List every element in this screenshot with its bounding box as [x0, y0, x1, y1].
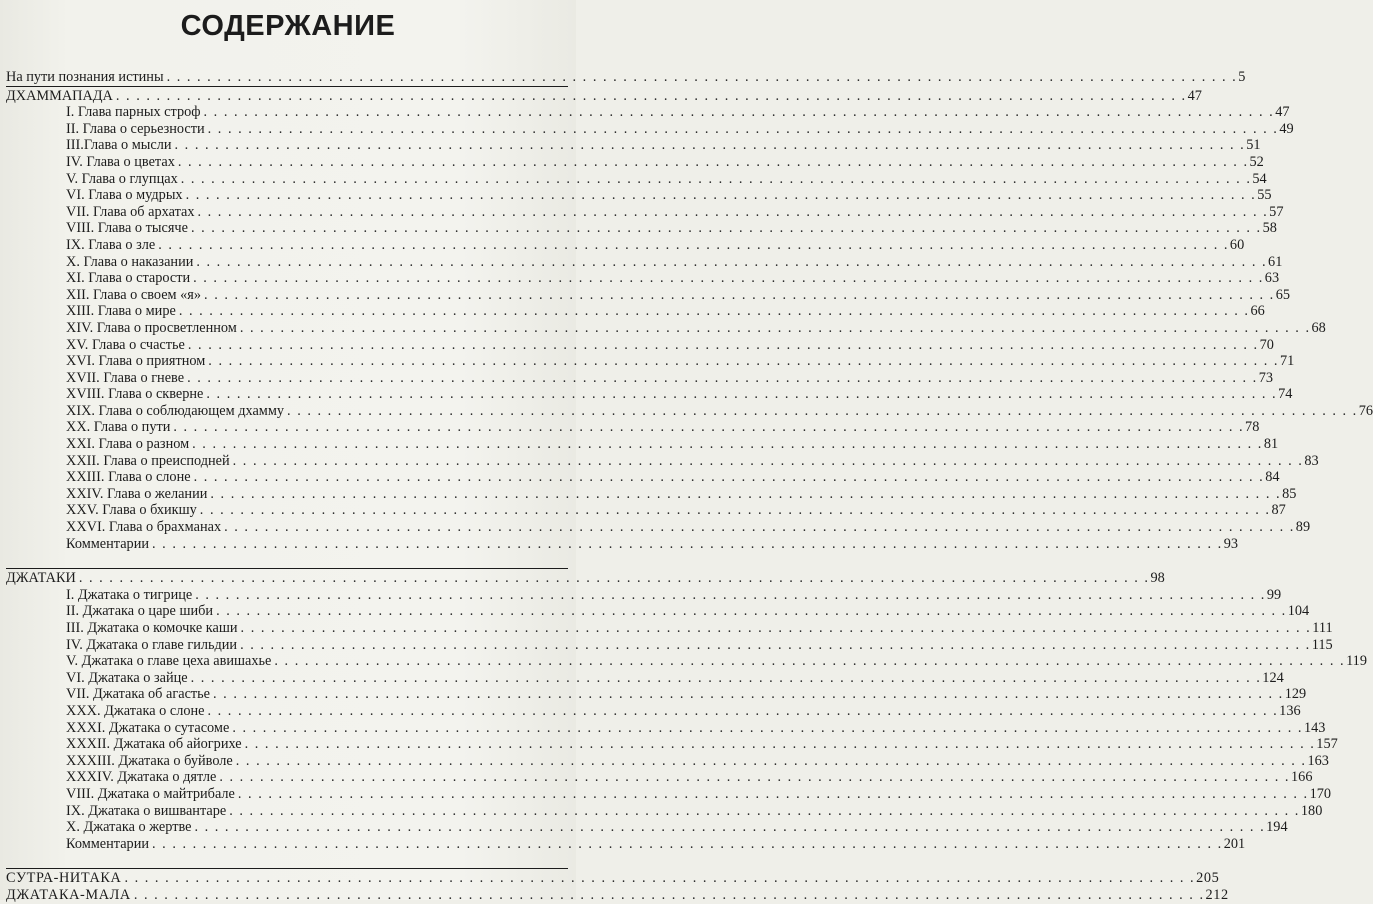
toc-page-number: 205 [1196, 870, 1220, 887]
dot-leader: . . . . . . . . . . . . . . . . . . . . . . . . . . . . . . . . . . . . . . . . . . . . . . . . . . . . . . . . . . . . . . . . . . . . . . . . . . . . . . . . . . . . . . . . . . . . . . . . . . . . . . . . . . [193, 469, 1265, 486]
toc-entry[interactable] [0, 719, 1326, 737]
toc-page-number: 89 [1295, 519, 1311, 536]
dot-leader: . . . . . . . . . . . . . . . . . . . . . . . . . . . . . . . . . . . . . . . . . . . . . . . . . . . . . . . . . . . . . . . . . . . . . . . . . . . . . . . . . . . . . . . . . . . . . . . . . . . . . . . . . . [213, 686, 1284, 703]
dot-leader: . . . . . . . . . . . . . . . . . . . . . . . . . . . . . . . . . . . . . . . . . . . . . . . . . . . . . . . . . . . . . . . . . . . . . . . . . . . . . . . . . . . . . . . . . . . . . . . . . . . . . . . . . . [194, 819, 1266, 836]
table-of-contents [0, 69, 1373, 904]
toc-entry[interactable] [0, 785, 1332, 803]
dot-leader: . . . . . . . . . . . . . . . . . . . . . . . . . . . . . . . . . . . . . . . . . . . . . . . . . . . . . . . . . . . . . . . . . . . . . . . . . . . . . . . . . . . . . . . . . . . . . . . . . . . . . . . . . . [204, 286, 1275, 303]
toc-page-number: 83 [1304, 452, 1319, 469]
toc-entry-label: V. Джатака о главе цеха авишахье [66, 653, 272, 670]
toc-section-jatakamala[interactable] [0, 886, 1229, 904]
toc-page-number: 74 [1278, 386, 1293, 403]
toc-entry[interactable] [0, 402, 1373, 420]
dot-leader: . . . . . . . . . . . . . . . . . . . . . . . . . . . . . . . . . . . . . . . . . . . . . . . . . . . . . . . . . . . . . . . . . . . . . . . . . . . . . . . . . . . . . . . . . . . . . . . . . . . . . . . . . . [287, 402, 1358, 419]
dot-leader: . . . . . . . . . . . . . . . . . . . . . . . . . . . . . . . . . . . . . . . . . . . . . . . . . . . . . . . . . . . . . . . . . . . . . . . . . . . . . . . . . . . . . . . . . . . . . . . . . . . . . . . . . . [210, 485, 1282, 502]
toc-page-number: 99 [1266, 586, 1282, 603]
toc-entry-label: IX. Глава о зле [66, 236, 156, 253]
toc-page-number: 81 [1263, 436, 1279, 453]
toc-entry-label: XXXIII. Джатака о буйволе [66, 752, 233, 769]
toc-entry[interactable] [0, 636, 1333, 654]
dot-leader: . . . . . . . . . . . . . . . . . . . . . . . . . . . . . . . . . . . . . . . . . . . . . . . . . . . . . . . . . . . . . . . . . . . . . . . . . . . . . . . . . . . . . . . . . . . . . . . . . . . . . . . . . . [174, 137, 1246, 154]
toc-entry[interactable] [0, 137, 1261, 154]
toc-entry-label: Комментарии [66, 535, 150, 552]
toc-section-label: ДЖАТАКИ [6, 570, 76, 587]
dot-leader: . . . . . . . . . . . . . . . . . . . . . . . . . . . . . . . . . . . . . . . . . . . . . . . . . . . . . . . . . . . . . . . . . . . . . . . . . . . . . . . . . . . . . . . . . . . . . . . . . . . . . . . . . . [178, 303, 1250, 320]
toc-entry-label: VI. Глава о мудрых [66, 187, 183, 204]
toc-entry-label: III. Джатака о комочке каши [66, 620, 238, 636]
toc-entry[interactable] [0, 187, 1272, 204]
toc-page-number: 124 [1262, 669, 1284, 686]
toc-entry-label: XXXII. Джатака об айогрихе [66, 736, 242, 753]
toc-page-number: 57 [1269, 203, 1284, 220]
toc-entry[interactable] [0, 220, 1277, 237]
toc-page-number: 66 [1250, 303, 1265, 320]
toc-entry-label: XXI. Глава о разном [66, 436, 190, 453]
toc-page-number: 55 [1257, 187, 1272, 204]
dot-leader: . . . . . . . . . . . . . . . . . . . . . . . . . . . . . . . . . . . . . . . . . . . . . . . . . . . . . . . . . . . . . . . . . . . . . . . . . . . . . . . . . . . . . . . . . . . . . . . . . . . . . . . . . . [173, 419, 1245, 436]
toc-entry[interactable] [0, 802, 1323, 820]
toc-entry[interactable] [0, 270, 1280, 287]
toc-page-number: 170 [1309, 785, 1332, 802]
toc-page-number: 54 [1252, 170, 1267, 187]
toc-entry[interactable] [0, 736, 1338, 753]
page-title: СОДЕРЖАНИЕ [180, 10, 396, 42]
toc-entry-label: XXXIV. Джатака о дятле [66, 769, 217, 786]
toc-page-number: 84 [1265, 469, 1280, 486]
toc-page-number: 49 [1279, 120, 1294, 137]
toc-entry-label: VIII. Джатака о майтрибале [66, 785, 235, 802]
dot-leader: . . . . . . . . . . . . . . . . . . . . . . . . . . . . . . . . . . . . . . . . . . . . . . . . . . . . . . . . . . . . . . . . . . . . . . . . . . . . . . . . . . . . . . . . . . . . . . . . . . . . . . . . . . [152, 535, 1223, 552]
toc-entry-label: Комментарии [66, 835, 150, 852]
dot-leader: . . . . . . . . . . . . . . . . . . . . . . . . . . . . . . . . . . . . . . . . . . . . . . . . . . . . . . . . . . . . . . . . . . . . . . . . . . . . . . . . . . . . . . . . . . . . . . . . . . . . . . . . . . [240, 636, 1311, 653]
dot-leader: . . . . . . . . . . . . . . . . . . . . . . . . . . . . . . . . . . . . . . . . . . . . . . . . . . . . . . . . . . . . . . . . . . . . . . . . . . . . . . . . . . . . . . . . . . . . . . . . . . . . . . . . . . [78, 570, 1150, 587]
toc-entry-label: II. Джатака о царе шиби [66, 603, 214, 620]
toc-entry-label: XXXI. Джатака о сутасоме [66, 719, 230, 736]
toc-entry-intro[interactable] [0, 69, 1246, 86]
toc-entry-label: XXII. Глава о преисподней [66, 452, 230, 469]
toc-section-dhammapada[interactable] [0, 87, 1202, 105]
dot-leader: . . . . . . . . . . . . . . . . . . . . . . . . . . . . . . . . . . . . . . . . . . . . . . . . . . . . . . . . . . . . . . . . . . . . . . . . . . . . . . . . . . . . . . . . . . . . . . . . . . . . . . . . . . [115, 87, 1187, 104]
toc-entry-label: VIII. Глава о тысяче [66, 220, 188, 237]
toc-page-number: 163 [1307, 752, 1329, 769]
dot-leader: . . . . . . . . . . . . . . . . . . . . . . . . . . . . . . . . . . . . . . . . . . . . . . . . . . . . . . . . . . . . . . . . . . . . . . . . . . . . . . . . . . . . . . . . . . . . . . . . . . . . . . . . . . [207, 702, 1279, 719]
toc-entry[interactable] [0, 170, 1267, 188]
dot-leader: . . . . . . . . . . . . . . . . . . . . . . . . . . . . . . . . . . . . . . . . . . . . . . . . . . . . . . . . . . . . . . . . . . . . . . . . . . . . . . . . . . . . . . . . . . . . . . . . . . . . . . . . . . [219, 769, 1291, 786]
toc-page-number: 47 [1187, 87, 1202, 104]
toc-entry[interactable] [0, 502, 1286, 519]
toc-entry[interactable] [0, 469, 1280, 486]
toc-section-label: ДХАММАПАДА [6, 87, 113, 104]
toc-entry-label: XVII. Глава о гневе [66, 369, 185, 386]
toc-page-number: 93 [1223, 535, 1238, 552]
toc-entry-label: VII. Джатака об агастье [66, 686, 211, 703]
toc-page-number: 71 [1279, 353, 1295, 370]
toc-page-number: 111 [1312, 620, 1333, 636]
dot-leader: . . . . . . . . . . . . . . . . . . . . . . . . . . . . . . . . . . . . . . . . . . . . . . . . . . . . . . . . . . . . . . . . . . . . . . . . . . . . . . . . . . . . . . . . . . . . . . . . . . . . . . . . . . [235, 752, 1307, 769]
toc-entry-label: VII. Глава об архатах [66, 203, 195, 220]
toc-entry-label: IV. Джатака о главе гильдии [66, 636, 238, 653]
toc-page-number: 73 [1258, 369, 1274, 386]
toc-entry-label: XX. Глава о пути [66, 419, 171, 436]
toc-entry-label: V. Глава о глупцах [66, 170, 178, 187]
dot-leader: . . . . . . . . . . . . . . . . . . . . . . . . . . . . . . . . . . . . . . . . . . . . . . . . . . . . . . . . . . . . . . . . . . . . . . . . . . . . . . . . . . . . . . . . . . . . . . . . . . . . . . . . . . [232, 452, 1304, 469]
dot-leader: . . . . . . . . . . . . . . . . . . . . . . . . . . . . . . . . . . . . . . . . . . . . . . . . . . . . . . . . . . . . . . . . . . . . . . . . . . . . . . . . . . . . . . . . . . . . . . . . . . . . . . . . . . [196, 253, 1268, 270]
toc-entry-label: XXIV. Глава о желании [66, 485, 208, 502]
toc-entry-label: IV. Глава о цветах [66, 153, 175, 170]
toc-entry-label: IX. Джатака о вишвантаре [66, 802, 227, 819]
toc-entry[interactable] [0, 319, 1326, 337]
dot-leader: . . . . . . . . . . . . . . . . . . . . . . . . . . . . . . . . . . . . . . . . . . . . . . . . . . . . . . . . . . . . . . . . . . . . . . . . . . . . . . . . . . . . . . . . . . . . . . . . . . . . . . . . . . [237, 785, 1309, 802]
toc-page-number: 115 [1311, 636, 1333, 653]
toc-page-number: 143 [1304, 719, 1326, 736]
toc-section-jataki[interactable] [0, 570, 1165, 587]
dot-leader: . . . . . . . . . . . . . . . . . . . . . . . . . . . . . . . . . . . . . . . . . . . . . . . . . . . . . . . . . . . . . . . . . . . . . . . . . . . . . . . . . . . . . . . . . . . . . . . . . . . . . . . . . . [239, 319, 1311, 336]
toc-entry[interactable] [0, 819, 1288, 836]
dot-leader: . . . . . . . . . . . . . . . . . . . . . . . . . . . . . . . . . . . . . . . . . . . . . . . . . . . . . . . . . . . . . . . . . . . . . . . . . . . . . . . . . . . . . . . . . . . . . . . . . . . . . . . . . . [197, 203, 1269, 220]
toc-entry-label: XXV. Глава о бхикшу [66, 502, 197, 519]
toc-entry[interactable] [0, 702, 1301, 720]
toc-entry[interactable] [0, 236, 1245, 254]
toc-page-number: 136 [1279, 702, 1301, 719]
dot-leader: . . . . . . . . . . . . . . . . . . . . . . . . . . . . . . . . . . . . . . . . . . . . . . . . . . . . . . . . . . . . . . . . . . . . . . . . . . . . . . . . . . . . . . . . . . . . . . . . . . . . . . . . . . [244, 736, 1316, 753]
dot-leader: . . . . . . . . . . . . . . . . . . . . . . . . . . . . . . . . . . . . . . . . . . . . . . . . . . . . . . . . . . . . . . . . . . . . . . . . . . . . . . . . . . . . . . . . . . . . . . . . . . . . . . . . . . [229, 802, 1300, 819]
toc-page-number: 68 [1311, 319, 1326, 336]
toc-page-number: 5 [1238, 69, 1246, 85]
toc-page-number: 157 [1316, 736, 1338, 753]
dot-leader: . . . . . . . . . . . . . . . . . . . . . . . . . . . . . . . . . . . . . . . . . . . . . . . . . . . . . . . . . . . . . . . . . . . . . . . . . . . . . . . . . . . . . . . . . . . . . . . . . . . . . . . . . . [224, 519, 1295, 536]
dot-leader: . . . . . . . . . . . . . . . . . . . . . . . . . . . . . . . . . . . . . . . . . . . . . . . . . . . . . . . . . . . . . . . . . . . . . . . . . . . . . . . . . . . . . . . . . . . . . . . . . . . . . . . . . . [208, 353, 1279, 370]
toc-page-number: 119 [1346, 653, 1367, 670]
toc-entry[interactable] [0, 653, 1367, 670]
dot-leader: . . . . . . . . . . . . . . . . . . . . . . . . . . . . . . . . . . . . . . . . . . . . . . . . . . . . . . . . . . . . . . . . . . . . . . . . . . . . . . . . . . . . . . . . . . . . . . . . . . . . . . . . . . [187, 369, 1258, 386]
toc-entry-label: X. Глава о наказании [66, 253, 194, 270]
dot-leader: . . . . . . . . . . . . . . . . . . . . . . . . . . . . . . . . . . . . . . . . . . . . . . . . . . . . . . . . . . . . . . . . . . . . . . . . . . . . . . . . . . . . . . . . . . . . . . . . . . . . . . . . . . [274, 653, 1346, 670]
toc-entry[interactable] [0, 686, 1307, 703]
toc-page-number: 47 [1275, 104, 1290, 121]
toc-entry[interactable] [0, 519, 1311, 536]
dot-leader: . . . . . . . . . . . . . . . . . . . . . . . . . . . . . . . . . . . . . . . . . . . . . . . . . . . . . . . . . . . . . . . . . . . . . . . . . . . . . . . . . . . . . . . . . . . . . . . . . . . . . . . . . . [195, 586, 1266, 603]
toc-page-number: 166 [1291, 769, 1313, 786]
dot-leader: . . . . . . . . . . . . . . . . . . . . . . . . . . . . . . . . . . . . . . . . . . . . . . . . . . . . . . . . . . . . . . . . . . . . . . . . . . . . . . . . . . . . . . . . . . . . . . . . . . . . . . . . . . [187, 336, 1259, 353]
toc-section-label: СУТРА-НИТАКА [6, 870, 122, 887]
toc-entry[interactable] [0, 752, 1329, 770]
dot-leader: . . . . . . . . . . . . . . . . . . . . . . . . . . . . . . . . . . . . . . . . . . . . . . . . . . . . . . . . . . . . . . . . . . . . . . . . . . . . . . . . . . . . . . . . . . . . . . . . . . . . . . . . . . [207, 120, 1279, 137]
dot-leader: . . . . . . . . . . . . . . . . . . . . . . . . . . . . . . . . . . . . . . . . . . . . . . . . . . . . . . . . . . . . . . . . . . . . . . . . . . . . . . . . . . . . . . . . . . . . . . . . . . . . . . . . . . [193, 270, 1264, 287]
toc-entry[interactable] [0, 586, 1282, 604]
jataki-story-list [0, 586, 1367, 853]
toc-entry[interactable] [0, 669, 1284, 687]
dot-leader: . . . . . . . . . . . . . . . . . . . . . . . . . . . . . . . . . . . . . . . . . . . . . . . . . . . . . . . . . . . . . . . . . . . . . . . . . . . . . . . . . . . . . . . . . . . . . . . . . . . . . . . . . . [190, 669, 1262, 686]
toc-entry[interactable] [0, 769, 1313, 786]
toc-page-number: 61 [1268, 253, 1283, 270]
toc-page-number: 212 [1205, 886, 1229, 903]
toc-page-number: 65 [1275, 286, 1291, 303]
toc-page-number: 52 [1249, 153, 1264, 170]
dot-leader: . . . . . . . . . . . . . . . . . . . . . . . . . . . . . . . . . . . . . . . . . . . . . . . . . . . . . . . . . . . . . . . . . . . . . . . . . . . . . . . . . . . . . . . . . . . . . . . . . . . . . . . . . . [203, 104, 1275, 121]
dot-leader: . . . . . . . . . . . . . . . . . . . . . . . . . . . . . . . . . . . . . . . . . . . . . . . . . . . . . . . . . . . . . . . . . . . . . . . . . . . . . . . . . . . . . . . . . . . . . . . . . . . . . . . . . . [133, 886, 1205, 903]
dot-leader: . . . . . . . . . . . . . . . . . . . . . . . . . . . . . . . . . . . . . . . . . . . . . . . . . . . . . . . . . . . . . . . . . . . . . . . . . . . . . . . . . . . . . . . . . . . . . . . . . . . . . . . . . . [166, 69, 1238, 85]
toc-page-number: 85 [1282, 485, 1297, 502]
toc-page-number: 87 [1271, 502, 1286, 519]
toc-entry-label: II. Глава о серьезности [66, 120, 205, 137]
toc-entry-label: XI. Глава о старости [66, 270, 191, 287]
toc-entry[interactable] [0, 203, 1284, 221]
toc-page-number: 60 [1229, 236, 1245, 253]
toc-entry[interactable] [0, 419, 1260, 436]
toc-page-number: 180 [1300, 802, 1323, 819]
toc-entry-label: XII. Глава о своем «я» [66, 286, 202, 303]
dot-leader: . . . . . . . . . . . . . . . . . . . . . . . . . . . . . . . . . . . . . . . . . . . . . . . . . . . . . . . . . . . . . . . . . . . . . . . . . . . . . . . . . . . . . . . . . . . . . . . . . . . . . . . . . . [192, 436, 1263, 453]
toc-page-number: 58 [1262, 220, 1277, 237]
dot-leader: . . . . . . . . . . . . . . . . . . . . . . . . . . . . . . . . . . . . . . . . . . . . . . . . . . . . . . . . . . . . . . . . . . . . . . . . . . . . . . . . . . . . . . . . . . . . . . . . . . . . . . . . . . [177, 153, 1249, 170]
dot-leader: . . . . . . . . . . . . . . . . . . . . . . . . . . . . . . . . . . . . . . . . . . . . . . . . . . . . . . . . . . . . . . . . . . . . . . . . . . . . . . . . . . . . . . . . . . . . . . . . . . . . . . . . . . [206, 386, 1278, 403]
toc-page-number: 98 [1150, 570, 1165, 587]
divider-line [6, 86, 568, 87]
toc-entry-label: XVIII. Глава о скверне [66, 386, 204, 403]
toc-page-number: 78 [1245, 419, 1260, 436]
dot-leader: . . . . . . . . . . . . . . . . . . . . . . . . . . . . . . . . . . . . . . . . . . . . . . . . . . . . . . . . . . . . . . . . . . . . . . . . . . . . . . . . . . . . . . . . . . . . . . . . . . . . . . . . . . [199, 502, 1271, 519]
toc-entry-label: XXX. Джатака о слоне [66, 702, 205, 719]
toc-entry-label: X. Джатака о жертве [66, 819, 192, 836]
toc-entry[interactable] [0, 253, 1283, 271]
toc-entry-label: XVI. Глава о приятном [66, 353, 206, 370]
toc-section-label: ДЖАТАКА-МАЛА [6, 886, 131, 903]
dot-leader: . . . . . . . . . . . . . . . . . . . . . . . . . . . . . . . . . . . . . . . . . . . . . . . . . . . . . . . . . . . . . . . . . . . . . . . . . . . . . . . . . . . . . . . . . . . . . . . . . . . . . . . . . . [124, 870, 1196, 887]
toc-entry[interactable] [0, 286, 1291, 304]
toc-entry-label: I. Глава парных строф [66, 104, 201, 121]
toc-entry-label: XXIII. Глава о слоне [66, 469, 191, 486]
toc-page-number: 194 [1266, 819, 1288, 836]
toc-entry-label: XXVI. Глава о брахманах [66, 519, 222, 536]
dot-leader: . . . . . . . . . . . . . . . . . . . . . . . . . . . . . . . . . . . . . . . . . . . . . . . . . . . . . . . . . . . . . . . . . . . . . . . . . . . . . . . . . . . . . . . . . . . . . . . . . . . . . . . . . . [190, 220, 1262, 237]
dot-leader: . . . . . . . . . . . . . . . . . . . . . . . . . . . . . . . . . . . . . . . . . . . . . . . . . . . . . . . . . . . . . . . . . . . . . . . . . . . . . . . . . . . . . . . . . . . . . . . . . . . . . . . . . . [185, 187, 1257, 204]
toc-entry[interactable] [0, 535, 1238, 553]
toc-page-number: 104 [1287, 603, 1310, 620]
dot-leader: . . . . . . . . . . . . . . . . . . . . . . . . . . . . . . . . . . . . . . . . . . . . . . . . . . . . . . . . . . . . . . . . . . . . . . . . . . . . . . . . . . . . . . . . . . . . . . . . . . . . . . . . . . [152, 835, 1223, 852]
toc-entry-label: На пути познания истины [6, 69, 164, 85]
toc-entry[interactable] [0, 452, 1319, 470]
toc-entry-label: XIX. Глава о соблюдающем дхамму [66, 402, 285, 419]
toc-entry[interactable] [0, 353, 1295, 370]
toc-entry[interactable] [0, 153, 1264, 171]
dhammapada-chapter-list [0, 104, 1373, 552]
toc-entry-label: VI. Джатака о зайце [66, 669, 188, 686]
divider-line [6, 568, 568, 569]
toc-entry-label: XIII. Глава о мире [66, 303, 176, 320]
toc-page-number: 76 [1358, 402, 1373, 419]
toc-entry-label: III.Глава о мысли [66, 137, 172, 154]
toc-page-number: 51 [1246, 137, 1261, 154]
toc-page-number: 70 [1259, 336, 1274, 353]
toc-section-sutra[interactable] [0, 870, 1220, 887]
toc-entry[interactable] [0, 336, 1274, 354]
toc-entry[interactable] [0, 485, 1297, 503]
dot-leader: . . . . . . . . . . . . . . . . . . . . . . . . . . . . . . . . . . . . . . . . . . . . . . . . . . . . . . . . . . . . . . . . . . . . . . . . . . . . . . . . . . . . . . . . . . . . . . . . . . . . . . . . . . [180, 170, 1252, 187]
toc-entry[interactable] [0, 386, 1293, 403]
dot-leader: . . . . . . . . . . . . . . . . . . . . . . . . . . . . . . . . . . . . . . . . . . . . . . . . . . . . . . . . . . . . . . . . . . . . . . . . . . . . . . . . . . . . . . . . . . . . . . . . . . . . . . . . . . [240, 620, 1312, 636]
dot-leader: . . . . . . . . . . . . . . . . . . . . . . . . . . . . . . . . . . . . . . . . . . . . . . . . . . . . . . . . . . . . . . . . . . . . . . . . . . . . . . . . . . . . . . . . . . . . . . . . . . . . . . . . . . [158, 236, 1229, 253]
toc-page-number: 129 [1284, 686, 1307, 703]
toc-entry[interactable] [0, 369, 1274, 387]
toc-page-number: 201 [1223, 835, 1246, 852]
dot-leader: . . . . . . . . . . . . . . . . . . . . . . . . . . . . . . . . . . . . . . . . . . . . . . . . . . . . . . . . . . . . . . . . . . . . . . . . . . . . . . . . . . . . . . . . . . . . . . . . . . . . . . . . . . [232, 719, 1303, 736]
toc-entry-label: XV. Глава о счастье [66, 336, 185, 353]
toc-entry[interactable] [0, 620, 1333, 637]
toc-page-number: 63 [1264, 270, 1280, 287]
toc-entry[interactable] [0, 436, 1279, 453]
toc-entry-label: I. Джатака о тигрице [66, 586, 193, 603]
toc-entry[interactable] [0, 104, 1290, 121]
toc-entry[interactable] [0, 835, 1246, 853]
toc-entry[interactable] [0, 303, 1265, 320]
toc-entry-label: XIV. Глава о просветленном [66, 319, 237, 336]
divider-line [6, 868, 568, 869]
toc-entry[interactable] [0, 120, 1294, 138]
toc-entry[interactable] [0, 603, 1310, 620]
dot-leader: . . . . . . . . . . . . . . . . . . . . . . . . . . . . . . . . . . . . . . . . . . . . . . . . . . . . . . . . . . . . . . . . . . . . . . . . . . . . . . . . . . . . . . . . . . . . . . . . . . . . . . . . . . [216, 603, 1287, 620]
